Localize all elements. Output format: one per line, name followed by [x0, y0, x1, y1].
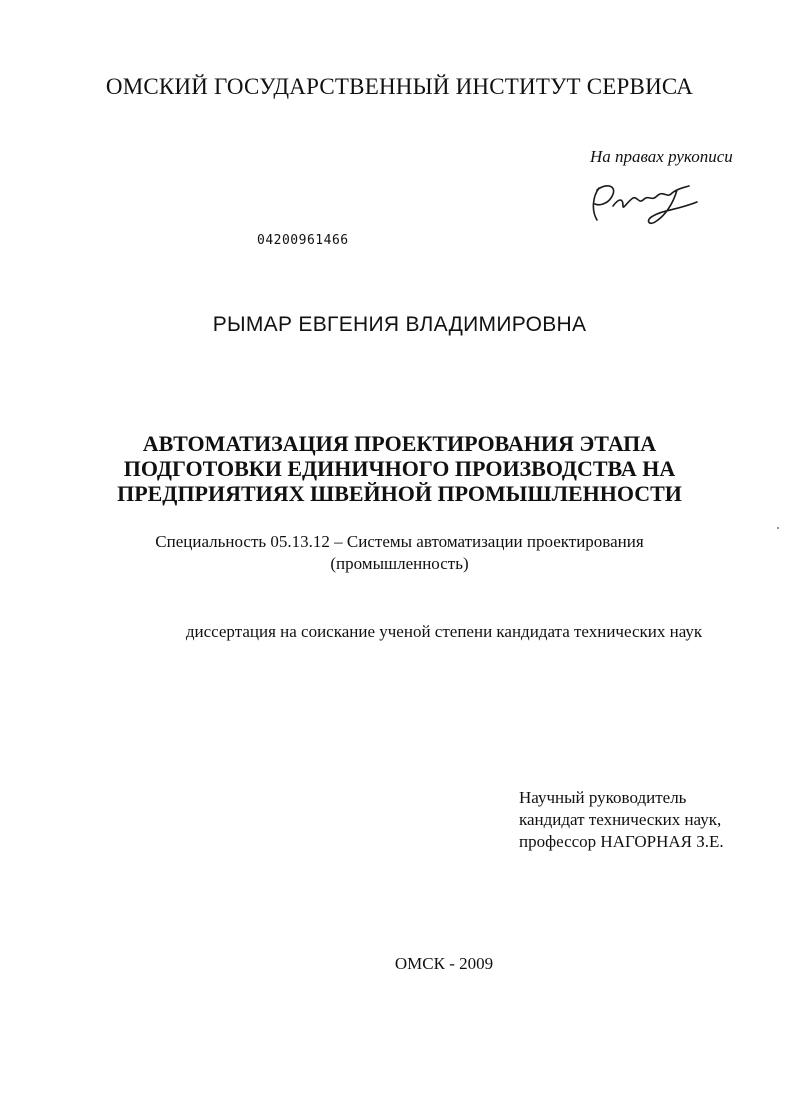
specialty-block: [0, 531, 799, 575]
specialty-field: (промышленность): [330, 554, 469, 573]
dissertation-title: [0, 431, 799, 506]
supervisor-block: [519, 787, 724, 853]
rights-notice: На правах рукописи: [590, 147, 733, 166]
specialty-line: Специальность 05.13.12 – Системы автоматизации проектирования: [155, 532, 644, 551]
catalog-number: 04200961466: [257, 233, 349, 248]
author-name: РЫМАР ЕВГЕНИЯ ВЛАДИМИРОВНА: [212, 313, 587, 336]
dissertation-degree-text: диссертация на соискание ученой степени кандидата технических наук: [185, 622, 703, 641]
handwritten-signature: [585, 180, 705, 228]
supervisor-role: Научный руководитель: [519, 788, 687, 807]
supervisor-degree: кандидат технических наук,: [519, 810, 722, 829]
title-line-3: ПРЕДПРИЯТИЯХ ШВЕЙНОЙ ПРОМЫШЛЕННОСТИ: [117, 481, 682, 506]
title-line-2: ПОДГОТОВКИ ЕДИНИЧНОГО ПРОИЗВОДСТВА НА: [123, 456, 676, 481]
title-line-1: АВТОМАТИЗАЦИЯ ПРОЕКТИРОВАНИЯ ЭТАПА: [142, 431, 657, 456]
institution-name: ОМСКИЙ ГОСУДАРСТВЕННЫЙ ИНСТИТУТ СЕРВИСА: [105, 74, 694, 99]
city-year: ОМСК - 2009: [394, 954, 494, 973]
supervisor-name: профессор НАГОРНАЯ З.Е.: [519, 832, 724, 851]
scan-speck: [777, 527, 779, 529]
